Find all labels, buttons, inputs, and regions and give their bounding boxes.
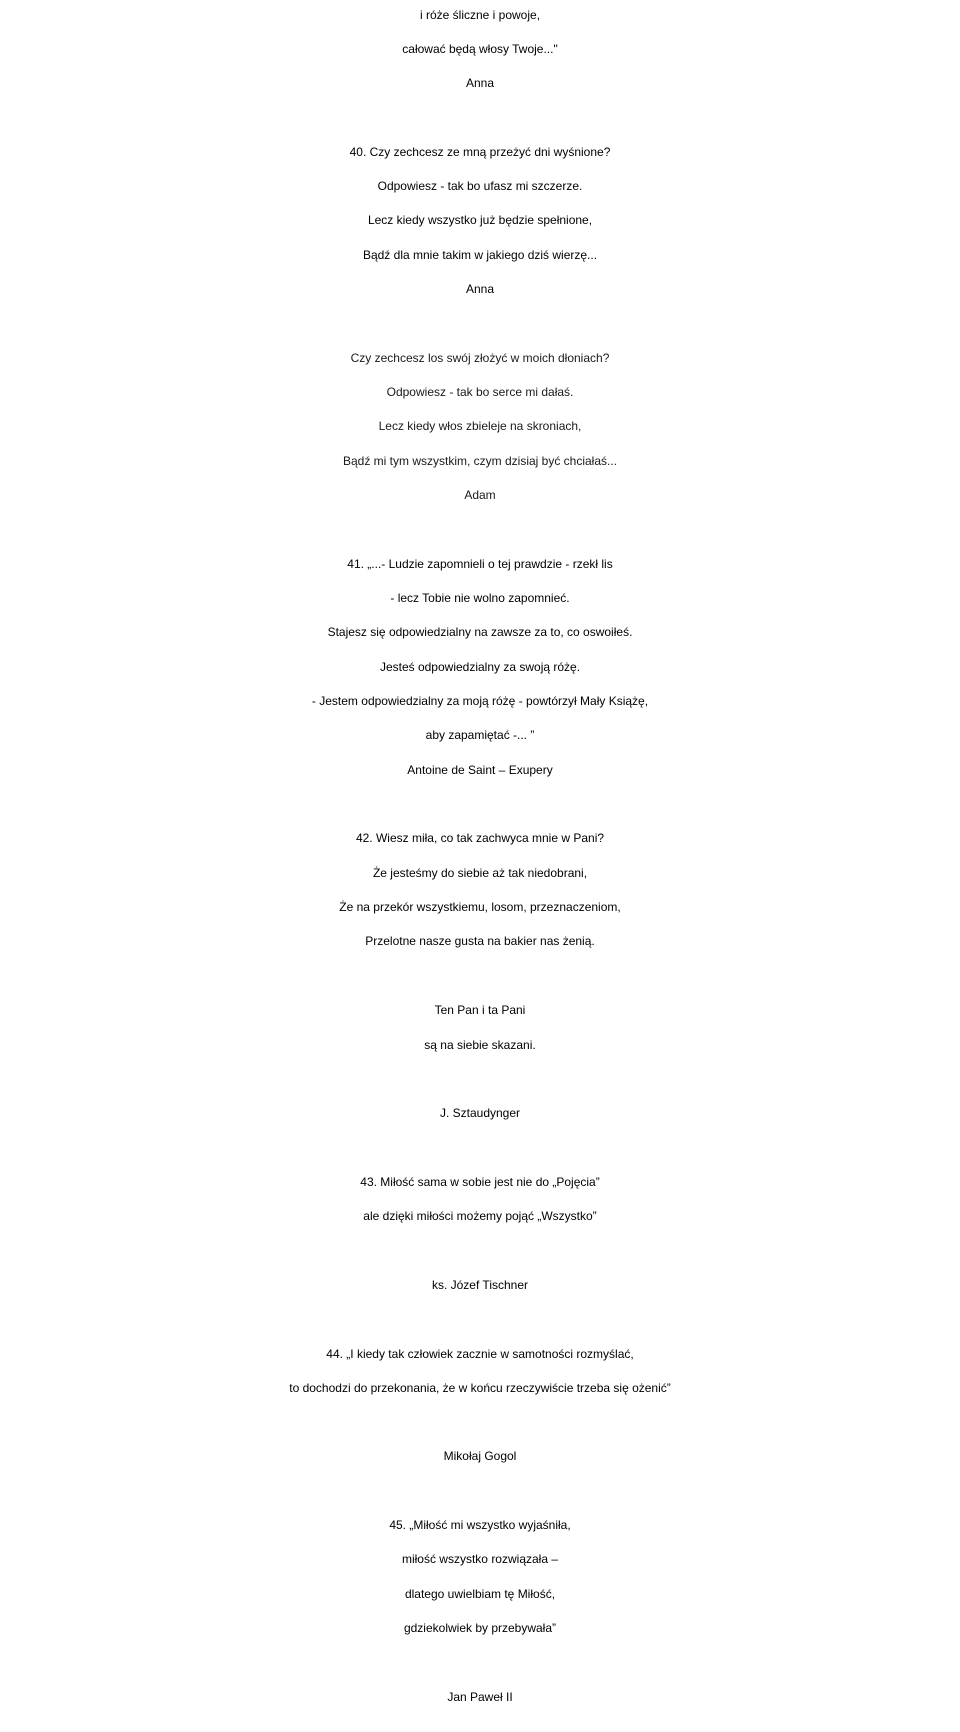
quote-line: Jesteś odpowiedzialny za swoją różę. (379, 660, 581, 674)
quote-line: - lecz Tobie nie wolno zapomnieć. (390, 591, 570, 605)
author-signature: Jan Paweł II (447, 1690, 513, 1704)
poem-line: całować będą włosy Twoje..." (402, 42, 558, 56)
quote-line: Odpowiesz - tak bo serce mi dałaś. (386, 385, 574, 399)
quote-line: 43. Miłość sama w sobie jest nie do „Pojęcia” (360, 1175, 600, 1189)
quote-line: 41. „...- Ludzie zapomnieli o tej prawdzie - rzekł lis (347, 557, 613, 571)
quote-line: - Jestem odpowiedzialny za moją różę - powtórzył Mały Książę, (311, 694, 649, 708)
quote-line: Ten Pan i ta Pani (434, 1003, 526, 1017)
author-signature: Adam (464, 488, 496, 502)
quote-line: gdziekolwiek by przebywała” (403, 1621, 557, 1635)
author-signature: Mikołaj Gogol (443, 1449, 517, 1463)
quote-line: aby zapamiętać -... ” (425, 728, 535, 742)
poem-line: i róże śliczne i powoje, (419, 8, 541, 22)
quote-line: ale dzięki miłości możemy pojąć „Wszystko” (363, 1209, 597, 1223)
quote-line: Lecz kiedy wszystko już będzie spełnione, (367, 213, 593, 227)
quote-line: Czy zechcesz los swój złożyć w moich dłoniach? (350, 351, 610, 365)
quote-line: Że na przekór wszystkiemu, losom, przeznaczeniom, (339, 900, 621, 914)
quote-line: dlatego uwielbiam tę Miłość, (404, 1587, 556, 1601)
quote-line: Że jesteśmy do siebie aż tak niedobrani, (372, 866, 588, 880)
quote-line: Bądź dla mnie takim w jakiego dziś wierzę... (362, 248, 598, 262)
quote-line: 42. Wiesz miła, co tak zachwyca mnie w Pani? (355, 831, 605, 845)
author-signature: J. Sztaudynger (439, 1106, 521, 1120)
quote-line: Stajesz się odpowiedzialny na zawsze za to, co oswoiłeś. (327, 625, 633, 639)
quote-line: miłość wszystko rozwiązała – (401, 1552, 559, 1566)
quote-line: są na siebie skazani. (424, 1038, 536, 1052)
quote-line: Odpowiesz - tak bo ufasz mi szczerze. (377, 179, 583, 193)
author-signature: ks. Józef Tischner (431, 1278, 529, 1292)
quote-line: 45. „Miłość mi wszystko wyjaśniła, (389, 1518, 571, 1532)
quote-line: 40. Czy zechcesz ze mną przeżyć dni wyśnione? (349, 145, 611, 159)
author-signature: Anna (465, 76, 495, 90)
quote-line: to dochodzi do przekonania, że w końcu rzeczywiście trzeba się ożenić” (289, 1381, 671, 1395)
author-signature: Antoine de Saint – Exupery (407, 763, 553, 777)
quote-line: Bądź mi tym wszystkim, czym dzisiaj być chciałaś... (342, 454, 618, 468)
author-signature: Anna (465, 282, 495, 296)
quote-line: 44. „I kiedy tak człowiek zacznie w samotności rozmyślać, (326, 1347, 634, 1361)
quote-line: Lecz kiedy włos zbieleje na skroniach, (378, 419, 582, 433)
quote-line: Przelotne nasze gusta na bakier nas żenią. (365, 934, 595, 948)
